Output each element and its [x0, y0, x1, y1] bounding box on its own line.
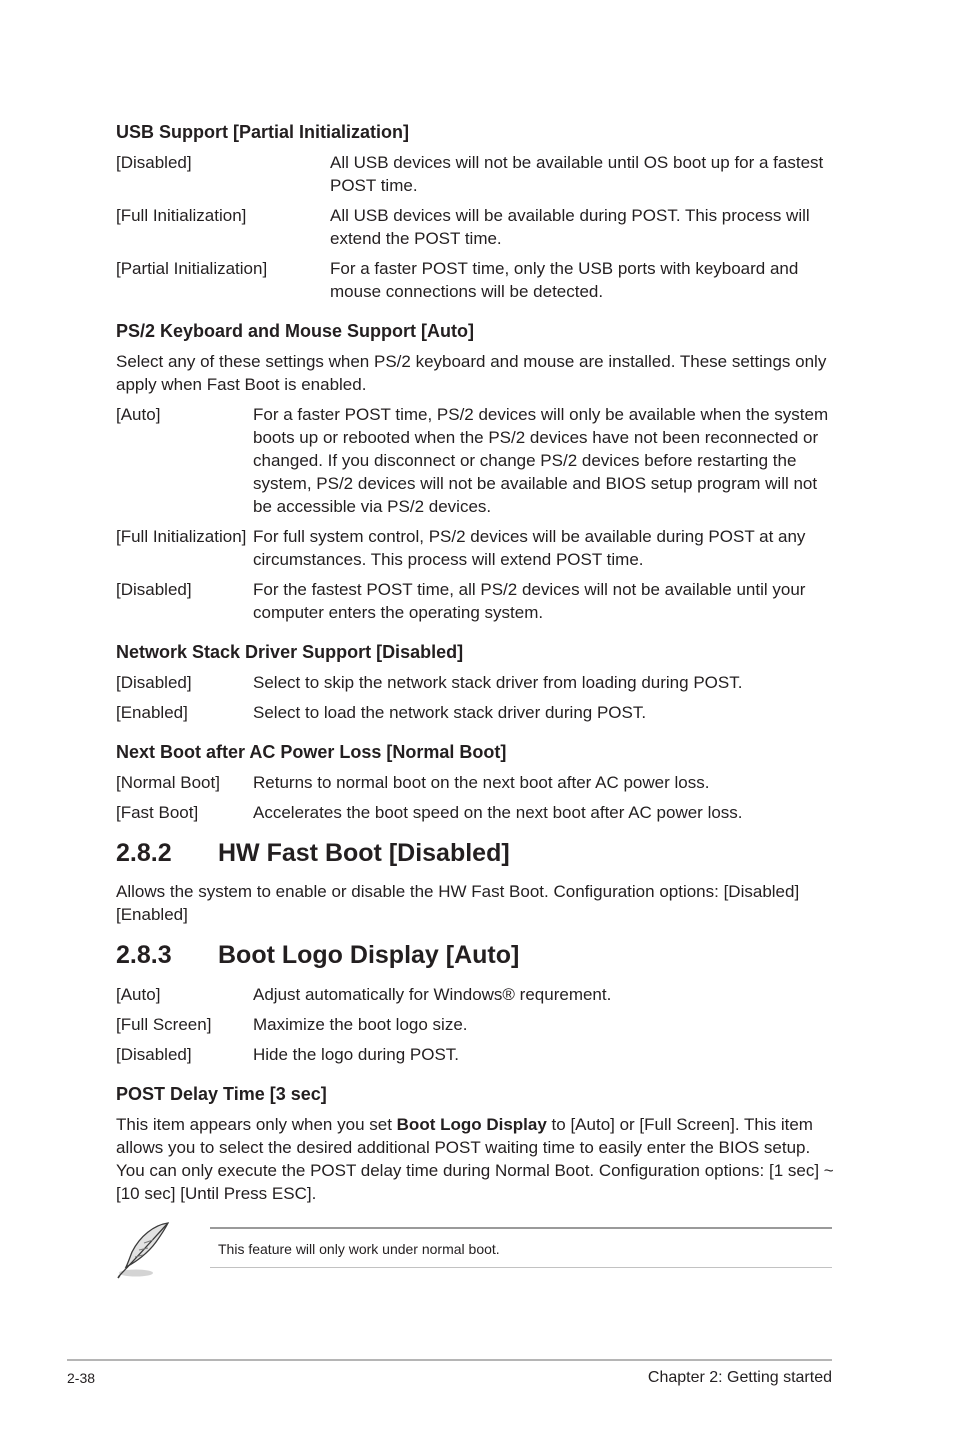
option-key: [Full Initialization] — [116, 527, 247, 546]
paragraph-text: This item appears only when you set — [116, 1115, 397, 1134]
post-delay-paragraph — [116, 1113, 834, 1205]
usb-option-disabled — [116, 151, 834, 197]
usb-option-partial-initialization — [116, 257, 834, 303]
chapter-title: Chapter 2: Getting started — [647, 1369, 832, 1386]
ps2-option-disabled — [116, 578, 834, 624]
option-key: [Full Initialization] — [116, 206, 247, 225]
section-heading-hw-fast-boot — [116, 838, 510, 868]
option-key: [Normal Boot] — [116, 773, 220, 792]
option-key: [Disabled] — [116, 153, 192, 172]
ps2-option-full-initialization — [116, 525, 834, 571]
option-key: [Enabled] — [116, 703, 188, 722]
option-key: [Disabled] — [116, 673, 192, 692]
footer-rule — [67, 1359, 832, 1361]
option-key: [Auto] — [116, 985, 161, 1004]
option-description: Returns to normal boot on the next boot after AC power loss. — [253, 773, 710, 792]
post-delay-heading: POST Delay Time [3 sec] — [116, 1084, 327, 1104]
network-option-disabled — [116, 671, 834, 694]
feather-pen-icon — [114, 1220, 172, 1280]
option-description: All USB devices will be available during POST. This process will extend the POST time. — [330, 206, 810, 248]
option-key: [Disabled] — [116, 580, 192, 599]
network-option-enabled — [116, 701, 834, 724]
option-description: For a faster POST time, only the USB ports with keyboard and mouse connections will be detected. — [330, 259, 799, 301]
usb-support-heading: USB Support [Partial Initialization] — [116, 122, 410, 142]
hw-fast-boot-paragraph: Allows the system to enable or disable the HW Fast Boot. Configuration options: [Disabled] [Enabled] — [116, 882, 800, 924]
network-stack-heading: Network Stack Driver Support [Disabled] — [116, 642, 464, 662]
option-description: Select to skip the network stack driver from loading during POST. — [253, 673, 743, 692]
boot-logo-option-auto — [116, 983, 834, 1006]
usb-option-full-initialization — [116, 204, 834, 250]
paragraph-text: to [Auto] or [Full Screen]. This item allows you to select the desired additional POST waiting time to easily enter the BIOS setup. You can only execute the POST delay time during Normal Boot. Configuration options: [1 sec] ~ [10 sec] [Until Press ESC]. — [116, 1115, 834, 1203]
next-boot-option-fast — [116, 801, 834, 824]
bold-setting-name: Boot Logo Display — [396, 1115, 547, 1134]
section-title: HW Fast Boot [Disabled] — [218, 839, 510, 867]
next-boot-option-normal — [116, 771, 834, 794]
next-boot-heading: Next Boot after AC Power Loss [Normal Boot] — [116, 742, 507, 762]
option-description: All USB devices will not be available until OS boot up for a fastest POST time. — [330, 153, 824, 195]
option-description: Adjust automatically for Windows® requrement. — [253, 985, 612, 1004]
section-title: Boot Logo Display [Auto] — [218, 941, 520, 969]
ps2-intro-paragraph: Select any of these settings when PS/2 keyboard and mouse are installed. These settings only apply when Fast Boot is enabled. — [116, 352, 827, 394]
option-key: [Partial Initialization] — [116, 259, 268, 278]
option-key: [Fast Boot] — [116, 803, 199, 822]
option-description: For full system control, PS/2 devices will be available during POST at any circumstances. This process will extend POST time. — [253, 527, 806, 569]
ps2-option-auto — [116, 403, 834, 518]
option-description: Accelerates the boot speed on the next boot after AC power loss. — [253, 803, 743, 822]
ps2-support-heading: PS/2 Keyboard and Mouse Support [Auto] — [116, 321, 475, 341]
option-description: Maximize the boot logo size. — [253, 1015, 468, 1034]
option-key: [Full Screen] — [116, 1015, 212, 1034]
page-number: 2-38 — [67, 1370, 96, 1386]
note-bottom-rule — [210, 1267, 832, 1268]
option-description: For the fastest POST time, all PS/2 devices will not be available until your computer enters the operating system. — [253, 580, 806, 622]
boot-logo-option-full-screen — [116, 1013, 834, 1036]
section-number: 2.8.3 — [116, 941, 172, 969]
option-description: Select to load the network stack driver during POST. — [253, 703, 647, 722]
option-description: For a faster POST time, PS/2 devices will only be available when the system boots up or rebooted when the PS/2 devices have not been reconnected or changed. If you disconnect or change PS/2 devices before restarting the system, PS/2 devices will not be available and BIOS setup program will not be accessible via PS/2 devices. — [253, 405, 829, 516]
note-top-rule — [210, 1227, 832, 1229]
boot-logo-option-disabled — [116, 1043, 834, 1066]
note-text: This feature will only work under normal boot. — [218, 1241, 500, 1257]
option-key: [Disabled] — [116, 1045, 192, 1064]
option-key: [Auto] — [116, 405, 161, 424]
section-heading-boot-logo-display — [116, 940, 519, 970]
option-description: Hide the logo during POST. — [253, 1045, 460, 1064]
section-number: 2.8.2 — [116, 839, 172, 867]
